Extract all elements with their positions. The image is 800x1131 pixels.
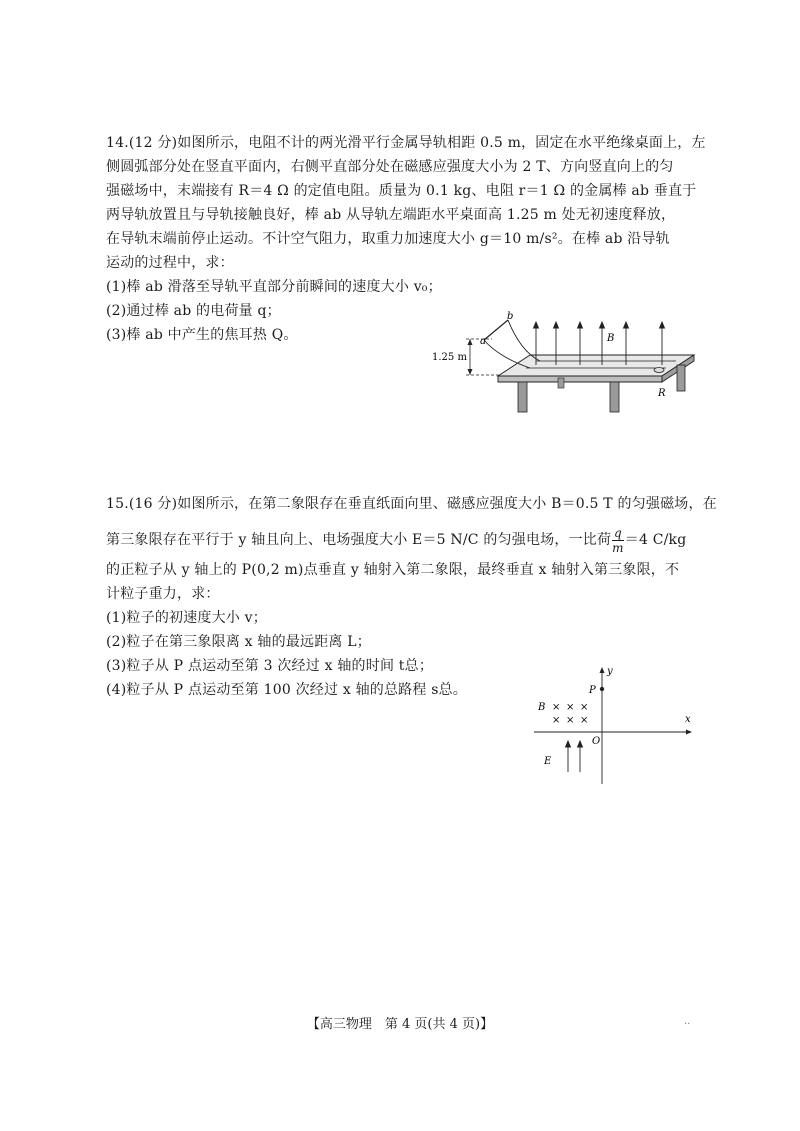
label-a: a bbox=[480, 336, 486, 347]
problem-14-line: 14.(12 分)如图所示，电阻不计的两光滑平行金属导轨相距 0.5 m，固定在水平绝缘桌面上，左 bbox=[106, 135, 706, 151]
problem-14-line: 在导轨末端前停止运动。不计空气阻力，取重力加速度大小 g＝10 m/s²。在棒 ab 沿导轨 bbox=[106, 231, 670, 247]
rail-figure bbox=[430, 310, 700, 415]
label-E: E bbox=[544, 756, 552, 767]
problem-15-line: 的正粒子从 y 轴上的 P(0,2 m)点垂直 y 轴射入第二象限，最终垂直 x 轴射入第三象限，不 bbox=[106, 562, 680, 578]
problem-15-line: 15.(16 分)如图所示，在第二象限存在垂直纸面向里、磁感应强度大小 B＝0.5 T 的匀强磁场，在 bbox=[106, 496, 717, 512]
cross-mark: × bbox=[580, 702, 589, 713]
height-arrow-up bbox=[468, 339, 473, 345]
problem-15-question-4: (4)粒子从 P 点运动至第 100 次经过 x 轴的总路程 s总。 bbox=[106, 682, 468, 698]
table-leg bbox=[558, 378, 564, 388]
resistor-R bbox=[654, 368, 664, 373]
cross-mark: × bbox=[580, 715, 589, 726]
problem-14-line: 强磁场中，末端接有 R＝4 Ω 的定值电阻。质量为 0.1 kg、电阻 r＝1 Ω 的金属棒 ab 垂直于 bbox=[106, 183, 697, 199]
field-figure bbox=[530, 662, 700, 787]
problem-14-line: 运动的过程中，求： bbox=[106, 255, 234, 271]
label-O: O bbox=[592, 736, 601, 747]
problem-15-question-2: (2)粒子在第三象限离 x 轴的最远距离 L； bbox=[106, 634, 371, 650]
cross-mark: × bbox=[566, 715, 575, 726]
label-P: P bbox=[589, 685, 596, 696]
problem-15-line bbox=[106, 522, 696, 558]
magnetic-field-crosses bbox=[552, 702, 588, 726]
problem-14-question-1: (1)棒 ab 滑落至导轨平直部分前瞬间的速度大小 v₀； bbox=[106, 279, 442, 295]
label-b: b bbox=[507, 311, 514, 322]
problem-14-line: 侧圆弧部分处在竖直平面内，右侧平直部分处在磁感应强度大小为 2 T、方向竖直向上的匀 bbox=[106, 159, 674, 175]
label-R: R bbox=[658, 388, 666, 399]
table-leg bbox=[677, 365, 685, 391]
problem-14-question-2: (2)通过棒 ab 的电荷量 q； bbox=[106, 303, 281, 319]
problem-15-line: 计粒子重力，求： bbox=[106, 586, 220, 602]
height-arrow-down bbox=[468, 369, 473, 375]
problem-14-line: 两导轨放置且与导轨接触良好，棒 ab 从导轨左端距水平桌面高 1.25 m 处无初速度释放， bbox=[106, 207, 676, 223]
label-B: B bbox=[538, 702, 546, 713]
cross-mark: × bbox=[566, 702, 575, 713]
problem-15-question-3: (3)粒子从 P 点运动至第 3 次经过 x 轴的时间 t总； bbox=[106, 658, 434, 674]
point-P bbox=[600, 687, 604, 691]
footer-mark: .. bbox=[684, 1016, 691, 1027]
table-front bbox=[498, 376, 662, 382]
problem-15-text: ＝4 C/kg bbox=[624, 532, 687, 548]
electric-field-arrows bbox=[566, 741, 583, 772]
label-B: B bbox=[607, 333, 615, 344]
frac-numerator: q bbox=[614, 525, 622, 540]
table-top bbox=[498, 355, 694, 376]
cross-mark: × bbox=[552, 715, 561, 726]
page-footer: 【高三物理 第 4 页(共 4 页)】 bbox=[306, 1017, 494, 1032]
height-label: 1.25 m bbox=[432, 352, 467, 363]
table-leg bbox=[518, 382, 527, 412]
table-leg bbox=[610, 382, 619, 412]
y-axis-arrow bbox=[600, 667, 605, 673]
problem-15-text: 第三象限存在平行于 y 轴且向上、电场强度大小 E＝5 N/C 的匀强电场，一比荷 bbox=[106, 532, 612, 548]
x-axis-arrow bbox=[686, 730, 692, 735]
label-y: y bbox=[607, 666, 613, 677]
problem-14-question-3: (3)棒 ab 中产生的焦耳热 Q。 bbox=[106, 327, 298, 343]
rod-ab bbox=[484, 320, 508, 340]
label-x: x bbox=[685, 714, 691, 725]
frac-denominator: m bbox=[612, 540, 624, 555]
charge-mass-ratio bbox=[612, 526, 624, 555]
cross-mark: × bbox=[552, 702, 561, 713]
problem-15-question-1: (1)粒子的初速度大小 v； bbox=[106, 610, 267, 626]
